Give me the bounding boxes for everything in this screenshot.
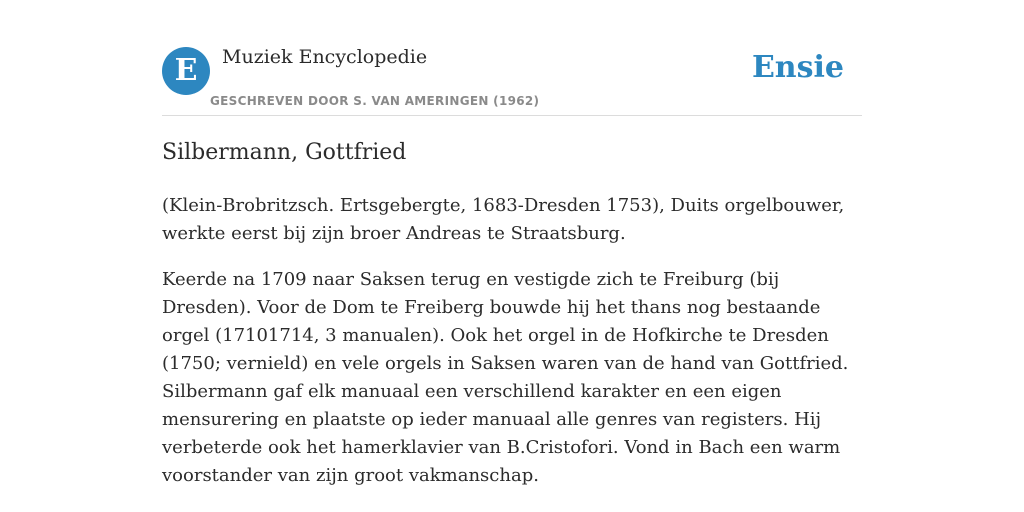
encyclopedia-name-link[interactable]: Muziek Encyclopedie: [222, 46, 428, 68]
header: [162, 0, 862, 116]
article-paragraph: Keerde na 1709 naar Saksen terug en vestigde zich te Freiburg (bij Dresden). Voor de Dom te Freiberg bouwde hij het thans nog bestaande orgel (17101714, 3 manualen). Ook het orgel in de Hofkirche te Dresden (1750; vernield) en vele orgels in Saksen waren van de hand van Gottfried. Silbermann gaf elk manuaal een verschillend karakter en een eigen mensurering en plaatste op ieder manuaal alle genres van registers. Hij verbeterde ook het hamerklavier van B.Cristofori. Vond in Bach een warm voorstander van zijn groot vakmanschap.: [162, 269, 849, 486]
article-body: [162, 192, 867, 508]
author-line: GESCHREVEN DOOR S. VAN AMERINGEN (1962): [210, 94, 540, 108]
article-paragraph: (Klein-Brobritzsch. Ertsgebergte, 1683-Dresden 1753), Duits orgelbouwer, werkte eerst bij zijn broer Andreas te Straatsburg.: [162, 195, 845, 244]
article-title: Silbermann, Gottfried: [162, 140, 407, 165]
ensie-brand-logo[interactable]: Ensie: [751, 50, 844, 85]
encyclopedia-logo-icon[interactable]: E: [162, 47, 210, 95]
